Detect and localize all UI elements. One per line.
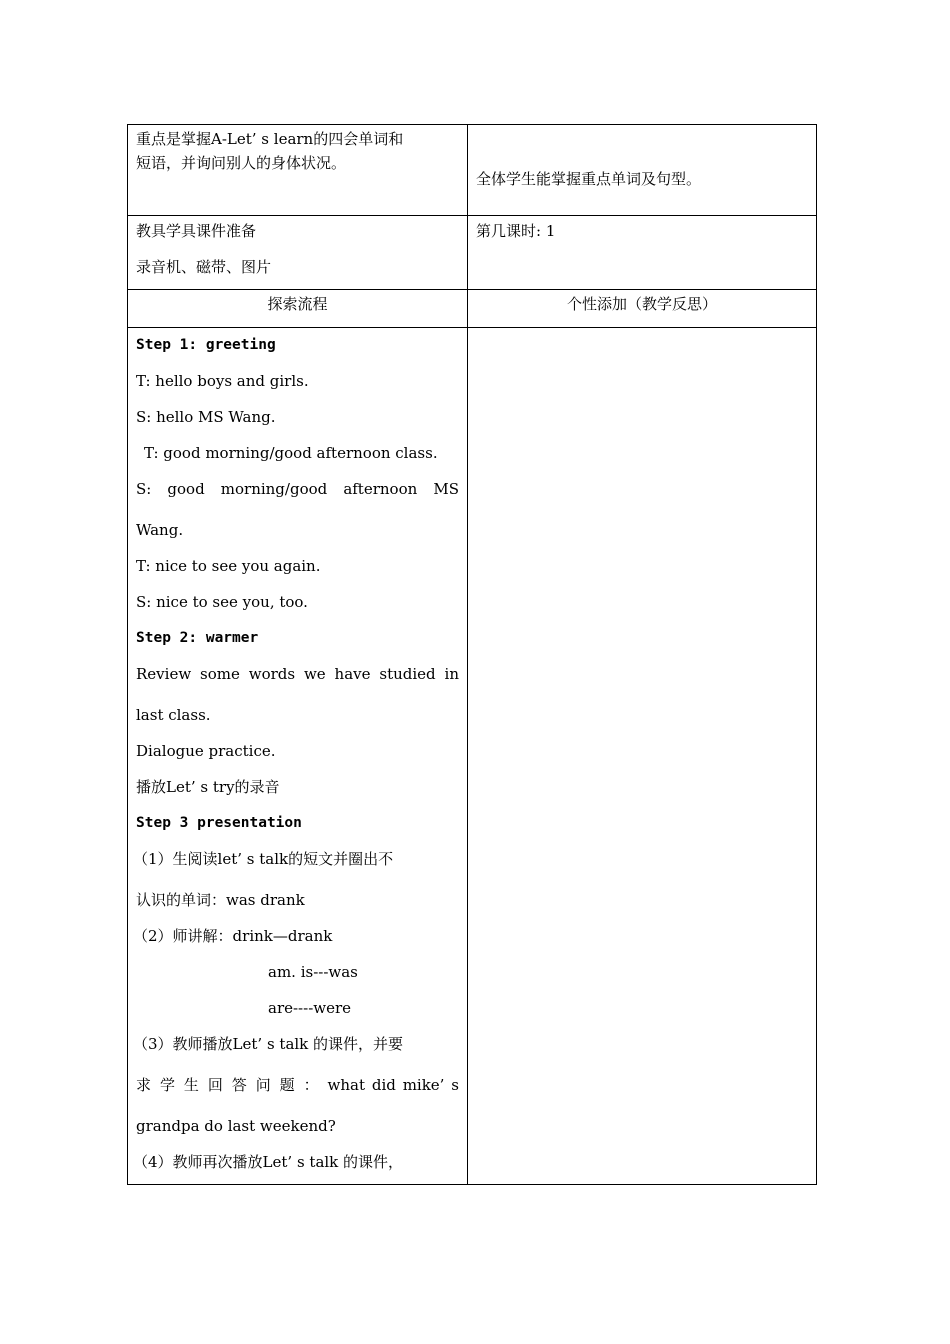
steps-list: [133, 328, 459, 1184]
lesson-number-cell: [468, 216, 817, 290]
reflection-cell: [468, 328, 817, 1185]
step-text-line: 认识的单词：was drank: [136, 891, 305, 909]
steps-cell: [128, 328, 468, 1185]
key-points-line: 短语，并询问别人的身体状况。: [136, 154, 347, 172]
step-text-line: （1）生阅读let’ s talk的短文并圈出不: [133, 850, 394, 868]
reflection-header: 个性添加（教学反思）: [566, 295, 717, 313]
table-row: [128, 216, 817, 290]
key-points-line: 重点是掌握A-Let’ s learn的四会单词和: [136, 130, 404, 148]
goal-cell: [468, 125, 817, 216]
step-text-line: last class.: [136, 706, 211, 724]
step-text-line: （2）师讲解：drink—drank: [133, 927, 333, 945]
step-heading: Step 3 presentation: [136, 815, 302, 831]
dialogue-line: T: hello boys and girls.: [136, 372, 309, 390]
dialogue-line: T: nice to see you again.: [136, 557, 321, 575]
table-row: [128, 290, 817, 328]
lesson-number: 第几课时: 1: [476, 222, 556, 240]
dialogue-line: T: good morning/good afternoon class.: [144, 444, 438, 462]
lesson-plan-table: [127, 124, 817, 1185]
step-heading: Step 1: greeting: [136, 337, 276, 353]
process-header-cell: [128, 290, 468, 328]
step-text-line: （3）教师播放Let’ s talk 的课件，并要: [133, 1035, 404, 1053]
dialogue-line: S: nice to see you, too.: [136, 593, 308, 611]
reflection-header-cell: [468, 290, 817, 328]
process-header: 探索流程: [267, 295, 328, 313]
step-text-line: 求 学 生 回 答 问 题 ： what did mike’ s: [136, 1076, 459, 1094]
step-text-line: are----were: [268, 999, 352, 1017]
step-text-line: Dialogue practice.: [136, 742, 276, 760]
step-heading: Step 2: warmer: [136, 630, 259, 646]
dialogue-line: S: hello MS Wang.: [136, 408, 276, 426]
dialogue-line: Wang.: [136, 521, 184, 539]
step-text-line: grandpa do last weekend?: [136, 1117, 336, 1135]
dialogue-line: S: good morning/good afternoon MS: [136, 480, 459, 498]
key-points-cell: [128, 125, 468, 216]
goal-text: 全体学生能掌握重点单词及句型。: [476, 170, 702, 188]
table-row: [128, 125, 817, 216]
step-text-line: （4）教师再次播放Let’ s talk 的课件，: [133, 1153, 404, 1171]
materials-value: 录音机、磁带、图片: [136, 258, 272, 276]
materials-cell: [128, 216, 468, 290]
table-row: [128, 328, 817, 1185]
step-text-line: am. is---was: [268, 963, 358, 981]
step-text-line: Review some words we have studied in: [136, 665, 459, 683]
step-text-line: 播放Let’ s try的录音: [136, 778, 280, 796]
materials-title: 教具学具课件准备: [136, 222, 257, 240]
